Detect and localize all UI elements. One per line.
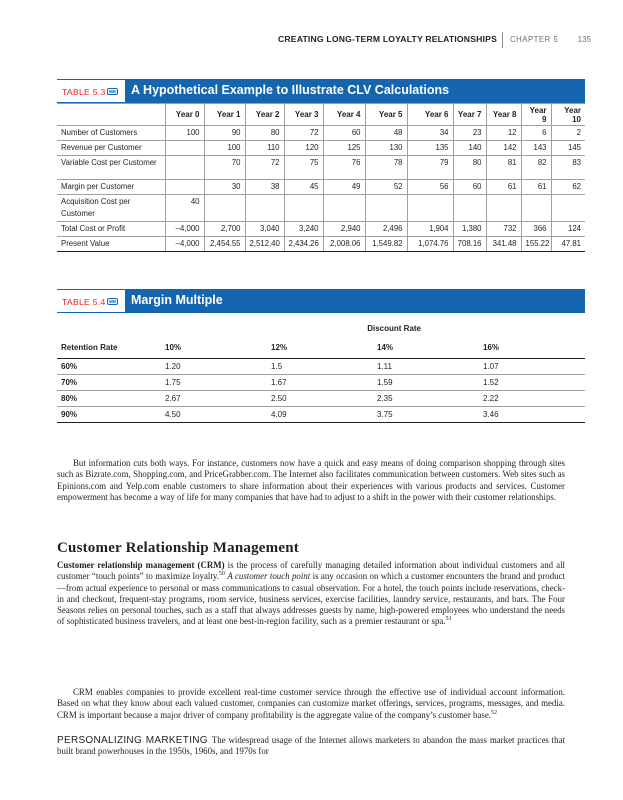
row-label: Present Value (57, 237, 165, 252)
table-cell: 1.20 (161, 358, 267, 374)
table-cell: 100 (204, 141, 245, 156)
table-cell: 145 (551, 141, 585, 156)
table-cell: 100 (165, 126, 204, 141)
column-header: 12% (267, 338, 373, 358)
table-cell: 79 (407, 156, 453, 180)
running-head-chapter: CHAPTER 5 (510, 35, 559, 44)
table-cell: 1,904 (407, 222, 453, 237)
row-label: Number of Customers (57, 126, 165, 141)
table-row (57, 180, 585, 195)
footnote-ref: 50 (218, 571, 225, 578)
table-row (57, 156, 585, 180)
discount-rate-header: Discount Rate (367, 323, 421, 333)
column-header: Year 3 (284, 104, 323, 126)
table-cell: 60 (323, 126, 365, 141)
table-cell: –4,000 (165, 222, 204, 237)
table-cell: 2,512.40 (245, 237, 284, 252)
table-cell: 142 (486, 141, 521, 156)
table-cell (245, 195, 284, 222)
table-row (57, 126, 585, 141)
footnote-ref: 51 (445, 616, 452, 623)
table-cell: 2.35 (373, 390, 479, 406)
body-paragraph (57, 687, 565, 721)
table-cell: 130 (365, 141, 407, 156)
run-in-heading: PERSONALIZING MARKETING (57, 735, 208, 746)
table-cell (165, 180, 204, 195)
column-header: Year 2 (245, 104, 284, 126)
row-label: 80% (57, 390, 161, 406)
table-cell: 80 (453, 156, 486, 180)
table-cell (453, 195, 486, 222)
table-cell: 4.09 (267, 406, 373, 422)
table-cell: 2,496 (365, 222, 407, 237)
table-cell: 40 (165, 195, 204, 222)
table-cell (486, 195, 521, 222)
table-cell: 1,074.76 (407, 237, 453, 252)
row-label: Acquisition Cost per Customer (57, 195, 165, 222)
discount-rate-row (57, 318, 585, 338)
footnote-ref: 52 (491, 709, 498, 716)
table-cell: 708.16 (453, 237, 486, 252)
table-cell: 6 (521, 126, 551, 141)
page-number: 135 (577, 35, 591, 44)
table-cell: 61 (521, 180, 551, 195)
column-header: Year 1 (204, 104, 245, 126)
table-cell: 110 (245, 141, 284, 156)
table-cell: 1.5 (267, 358, 373, 374)
table-cell: 72 (284, 126, 323, 141)
table-cell: 72 (245, 156, 284, 180)
table-cell: 2,454.55 (204, 237, 245, 252)
column-header: Year 0 (165, 104, 204, 126)
table-cell: 2,434.26 (284, 237, 323, 252)
table-cell: 1,549.82 (365, 237, 407, 252)
table-5-4-label: TABLE 5.4 (62, 297, 106, 307)
table-row (57, 237, 585, 252)
column-header: 14% (373, 338, 479, 358)
section-heading: Customer Relationship Management (57, 540, 299, 556)
table-cell: 83 (551, 156, 585, 180)
column-header: Year 6 (407, 104, 453, 126)
table-5-3-tab (57, 79, 125, 103)
table-cell: 1.67 (267, 374, 373, 390)
table-cell: 23 (453, 126, 486, 141)
table-cell (551, 195, 585, 222)
row-label: Variable Cost per Customer (57, 156, 165, 180)
table-cell: 1.59 (373, 374, 479, 390)
column-header: 10% (161, 338, 267, 358)
table-cell: 1.75 (161, 374, 267, 390)
table-row (57, 195, 585, 222)
table-cell (284, 195, 323, 222)
table-cell: 76 (323, 156, 365, 180)
column-header (57, 104, 165, 126)
table-row (57, 374, 585, 390)
row-label: Total Cost or Profit (57, 222, 165, 237)
text-span: CRM enables companies to provide excellent real-time customer service through the effective use of individual account information. Based on what they know about each valued customer, companies can customize market offerings, services, programs, messages, and media. CRM is important because a major driver of company profitability is the aggregate value of the company’s customer base. (57, 687, 565, 720)
table-5-4-title: Margin Multiple (131, 293, 223, 307)
key-term-italic: A customer touch point (227, 571, 311, 582)
table-5-3-label: TABLE 5.3 (62, 87, 106, 97)
table-cell: 1.11 (373, 358, 479, 374)
table-cell: 56 (407, 180, 453, 195)
table-cell: –4,000 (165, 237, 204, 252)
table-cell: 81 (486, 156, 521, 180)
row-label: 90% (57, 406, 161, 422)
table-cell: 49 (323, 180, 365, 195)
table-cell: 38 (245, 180, 284, 195)
row-label: Margin per Customer (57, 180, 165, 195)
table-cell (521, 195, 551, 222)
table-cell (365, 195, 407, 222)
table-cell: 1.52 (479, 374, 585, 390)
table-cell: 155.22 (521, 237, 551, 252)
table-cell: 1,380 (453, 222, 486, 237)
table-row (57, 390, 585, 406)
table-5-4-header (57, 289, 585, 313)
table-cell: 120 (284, 141, 323, 156)
table-cell: 2,940 (323, 222, 365, 237)
text-span: is any occasion on which a customer encounters the brand and product—from actual experience to personal or mass communications to casual observation. For a hotel, the touch points include reservations, check-in and checkout, frequent-stay programs, room service, business services, exercise facilities, laundry service, restaurants, and bars. The Four Seasons relies on personal touches, such as a staff that always addresses guests by name, high-powered employees who understand the needs of sophisticated business travelers, and at least one best-in-region facility, such as a premier restaurant or spa. (57, 571, 566, 627)
table-row (57, 222, 585, 237)
running-head-title: CREATING LONG-TERM LOYALTY RELATIONSHIPS (277, 34, 497, 44)
table-cell: 2.50 (267, 390, 373, 406)
table-cell: 2 (551, 126, 585, 141)
table-cell (407, 195, 453, 222)
row-label: 70% (57, 374, 161, 390)
table-cell (165, 141, 204, 156)
row-label: Revenue per Customer (57, 141, 165, 156)
table-cell: 3,040 (245, 222, 284, 237)
table-cell: 3.75 (373, 406, 479, 422)
table-cell: 2.22 (479, 390, 585, 406)
table-cell: 45 (284, 180, 323, 195)
table-5-3-title: A Hypothetical Example to Illustrate CLV Calculations (131, 83, 450, 97)
table-cell: 80 (245, 126, 284, 141)
table-cell: 140 (453, 141, 486, 156)
key-term: Customer relationship management (CRM) (57, 560, 225, 570)
table-icon (107, 298, 118, 305)
table-cell: 34 (407, 126, 453, 141)
running-head-divider (502, 32, 503, 48)
table-cell: 61 (486, 180, 521, 195)
table-cell: 78 (365, 156, 407, 180)
table-cell: 143 (521, 141, 551, 156)
table-cell: 4.50 (161, 406, 267, 422)
retention-rate-header: Retention Rate (57, 338, 161, 358)
table-cell: 52 (365, 180, 407, 195)
table-cell (323, 195, 365, 222)
column-header: Year 9 (521, 104, 551, 126)
text-span: The widespread usage of the Internet allows marketers to abandon the mass market practices that built brand powerhouses in the 1950s, 1960s, and 1970s for (57, 735, 565, 757)
text-span: is the process of carefully managing detailed information about individual customers and all customer “touch points” to maximize loyalty. (57, 560, 566, 582)
margin-multiple-table (57, 318, 585, 423)
table-cell (204, 195, 245, 222)
table-row (57, 406, 585, 422)
row-label: 60% (57, 358, 161, 374)
body-paragraph: But information cuts both ways. For instance, customers now have a quick and easy means of doing comparison shopping through sites such as Bizrate.com, Shopping.com, and PriceGrabber.com. The Internet also facilitates communication between customers. Web sites such as Epinions.com and Yelp.com enable customers to share information about their experiences with various products and services. Customer empowerment has become a way of life for many companies that have had to adjust to a shift in the power with their customer relationships. (57, 458, 565, 502)
table-cell: 3.46 (479, 406, 585, 422)
table-cell: 48 (365, 126, 407, 141)
table-cell: 30 (204, 180, 245, 195)
table-cell: 341.48 (486, 237, 521, 252)
table-cell: 47.81 (551, 237, 585, 252)
table-cell: 125 (323, 141, 365, 156)
table-cell: 2,008.06 (323, 237, 365, 252)
column-header: Year 7 (453, 104, 486, 126)
clv-table (57, 103, 585, 252)
table-cell: 62 (551, 180, 585, 195)
table-cell: 366 (521, 222, 551, 237)
table-cell: 12 (486, 126, 521, 141)
column-header: 16% (479, 338, 585, 358)
table-cell: 75 (284, 156, 323, 180)
table-header-row (57, 104, 585, 126)
body-paragraph (57, 560, 565, 628)
table-cell: 2.67 (161, 390, 267, 406)
table-cell: 90 (204, 126, 245, 141)
table-cell: 82 (521, 156, 551, 180)
table-row (57, 141, 585, 156)
table-5-4-tab (57, 289, 125, 313)
column-header: Year 4 (323, 104, 365, 126)
table-5-3-header (57, 79, 585, 103)
column-header: Year 10 (551, 104, 585, 126)
table-cell: 732 (486, 222, 521, 237)
table-row (57, 358, 585, 374)
table-header-row (57, 338, 585, 358)
column-header: Year 5 (365, 104, 407, 126)
column-header: Year 8 (486, 104, 521, 126)
table-icon (107, 88, 118, 95)
table-cell (165, 156, 204, 180)
table-cell: 1.07 (479, 358, 585, 374)
table-cell: 135 (407, 141, 453, 156)
table-cell: 124 (551, 222, 585, 237)
table-cell: 70 (204, 156, 245, 180)
table-cell: 3,240 (284, 222, 323, 237)
table-cell: 60 (453, 180, 486, 195)
body-paragraph (57, 735, 565, 758)
running-head (0, 34, 623, 48)
table-cell: 2,700 (204, 222, 245, 237)
